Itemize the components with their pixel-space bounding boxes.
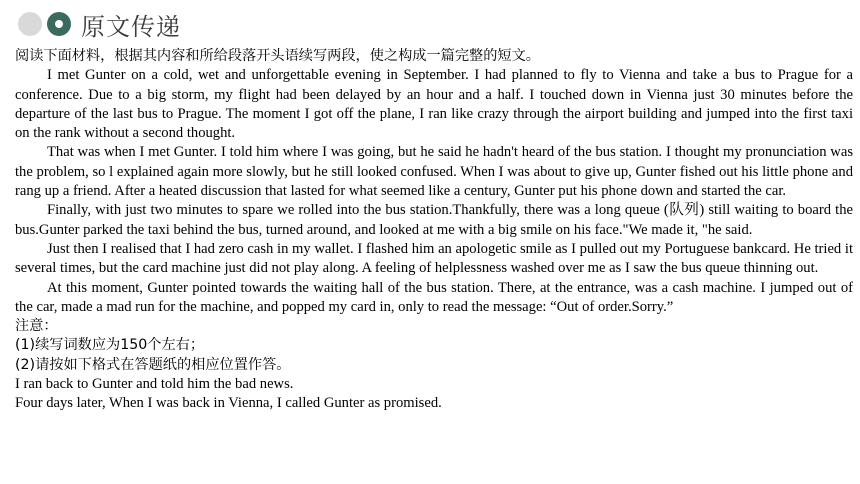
paragraph-3: Finally, with just two minutes to spare we rolled into the bus station.Thankfully, there was a long queue (队列) still waiting to board the bus.Gunter parked the taxi behind the bus, turned around, and looked at me with a big smile on his face."We made it, "he said.: [15, 202, 853, 238]
reading-passage: [15, 47, 853, 414]
paragraph-1: I met Gunter on a cold, wet and unforgettable evening in September. I had planned to fly to Vienna and take a bus to Prague for a conference. Due to a big storm, my flight had been delayed by an hour and a half. I touched down in Vienna just 30 minutes before the departure of the last bus to Prague. The moment I got off the plane, I ran like crazy through the airport building and jumped into the first taxi on the rank without a second thought.: [15, 67, 853, 142]
paragraph-5: At this moment, Gunter pointed towards the waiting hall of the bus station. There, at the entrance, was a cash machine. I jumped out of the car, made a mad run for the machine, and popped my card in, only to read the message: “Out of order.Sorry.”: [15, 279, 853, 315]
notes-heading: 注意：: [15, 318, 58, 335]
slide-header: [18, 8, 181, 40]
task-instruction: 阅读下面材料，根据其内容和所给段落开头语续写两段，使之构成一篇完整的短文。: [15, 48, 540, 64]
note-item-2: (2)请按如下格式在答题纸的相应位置作答。: [15, 356, 291, 373]
green-ring-icon: [47, 12, 71, 36]
opener-1: I ran back to Gunter and told him the bad news.: [15, 376, 294, 393]
opener-2: Four days later, When I was back in Vienna, I called Gunter as promised.: [15, 395, 442, 412]
note-item-1: (1)续写词数应为150个左右；: [15, 337, 205, 354]
slide-title: 原文传递: [81, 12, 181, 41]
paragraph-4: Just then I realised that I had zero cash in my wallet. I flashed him an apologetic smile as I pulled out my Portuguese bankcard. He tried it several times, but the card machine just did not play along. A feeling of helplessness washed over me as I saw the bus queue thinning out.: [15, 240, 853, 277]
paragraph-2: That was when I met Gunter. I told him where I was going, but he said he hadn't heard of the bus station. I thought my pronunciation was the problem, so l explained again more slowly, but he still looked confused. When I was about to give up, Gunter fished out his little phone and rang up a friend. After a heated discussion that lasted for what seemed like a century, Gunter put his phone down and started the car.: [15, 144, 853, 200]
gray-circle-icon: [18, 12, 42, 36]
